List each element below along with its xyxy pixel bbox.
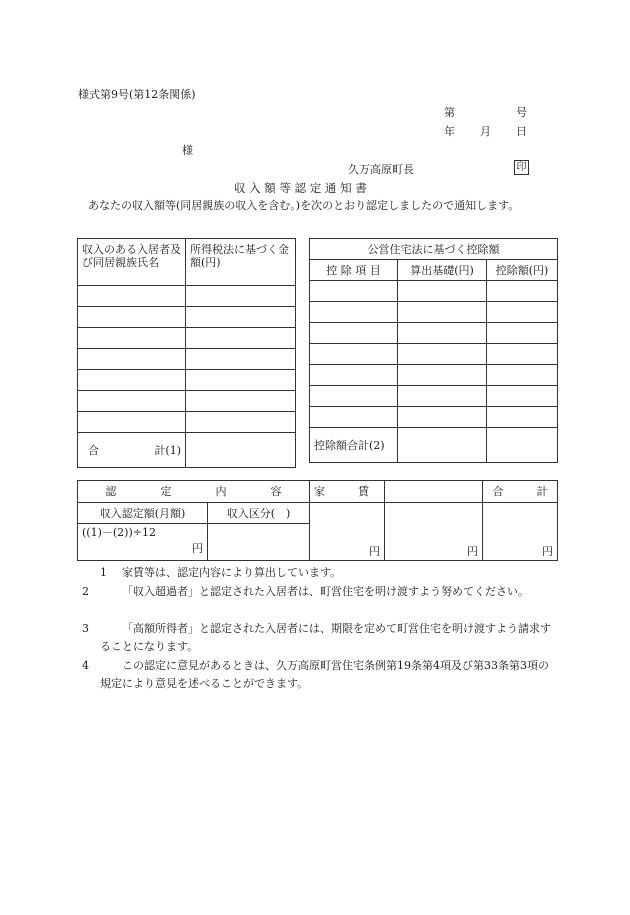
deduction-amount-cell[interactable] [487,407,558,428]
note-1 [82,564,552,582]
date-day: 日 [516,125,527,138]
income-amount-cell[interactable] [186,412,296,433]
deduction-item-header: 控 除 項 目 [310,260,398,281]
deduction-amount-cell[interactable] [487,302,558,323]
table-row [310,407,558,428]
doc-number-prefix: 第 [444,106,455,119]
deduction-amount-cell[interactable] [487,281,558,302]
income-table [77,238,296,468]
deduction-total-cell[interactable] [487,428,558,463]
cert-blank-cell[interactable] [385,503,483,561]
cert-class-header: 収入区分( ) [208,503,310,524]
deduction-title: 公営住宅法に基づく控除額 [310,239,558,260]
note-text: この認定に意見があるときは、久万高原町営住宅条例第19条第4項及び第33条第3項の規定により意見を述べることができます。 [100,659,549,690]
deduction-item-cell[interactable] [310,365,398,386]
table-row [310,365,558,386]
yen-unit: 円 [369,545,380,558]
deduction-amount-header: 控除額(円) [487,260,558,281]
income-amount-cell[interactable] [186,370,296,391]
deduction-amount-cell[interactable] [487,386,558,407]
cert-content-header: 認 定 内 容 [78,481,310,503]
table-row [310,386,558,407]
deduction-item-cell[interactable] [310,281,398,302]
deduction-basis-cell[interactable] [398,407,487,428]
deduction-basis-header: 算出基礎(円) [398,260,487,281]
seal-box [514,160,529,175]
deduction-item-cell[interactable] [310,344,398,365]
income-amount-cell[interactable] [186,328,296,349]
income-total-label-a: 合 [88,443,99,457]
deduction-item-cell[interactable] [310,302,398,323]
income-name-cell[interactable] [78,391,186,412]
cert-blank-header [385,481,483,503]
cert-rent-header: 家 賃 [310,481,385,503]
table-row [78,328,296,349]
deduction-amount-cell[interactable] [487,365,558,386]
document-title: 収 入 額 等 認 定 通 知 書 [234,181,367,195]
deduction-basis-cell[interactable] [398,323,487,344]
cert-class-cell[interactable] [208,524,310,561]
date-month: 月 [480,125,491,138]
income-name-header: 収入のある入居者及び同居親族氏名 [78,239,186,286]
deduction-total-label: 控除額合計(2) [310,428,398,463]
deduction-total-basis-cell [398,428,487,463]
note-number: 4 [82,659,89,672]
form-number: 様式第9号(第12条関係) [78,88,196,101]
note-text: 「高額所得者」と認定された入居者には、期限を定めて町営住宅を明け渡すよう請求することになります。 [100,622,551,653]
table-row [78,286,296,307]
deduction-basis-cell[interactable] [398,302,487,323]
income-name-cell[interactable] [78,307,186,328]
deduction-item-cell[interactable] [310,386,398,407]
table-row [78,412,296,433]
table-row [310,323,558,344]
income-total-label-b: 計(1) [154,443,181,457]
note-4 [82,657,552,693]
note-3 [82,620,552,656]
income-amount-cell[interactable] [186,286,296,307]
table-row [78,307,296,328]
yen-unit: 円 [542,545,553,558]
table-row [78,349,296,370]
date-year: 年 [444,125,455,138]
issuer: 久万高原町長 [348,163,414,176]
deduction-basis-cell[interactable] [398,386,487,407]
table-row [310,302,558,323]
income-name-cell[interactable] [78,286,186,307]
deduction-item-cell[interactable] [310,407,398,428]
deduction-basis-cell[interactable] [398,344,487,365]
doc-number-suffix: 号 [516,106,527,119]
income-name-cell[interactable] [78,349,186,370]
yen-unit: 円 [192,542,203,555]
income-name-cell[interactable] [78,370,186,391]
deduction-basis-cell[interactable] [398,365,487,386]
income-name-cell[interactable] [78,412,186,433]
deduction-amount-cell[interactable] [487,344,558,365]
cert-income-cell[interactable] [78,524,208,561]
table-row [78,370,296,391]
income-total-label [78,433,186,468]
cert-income-header: 収入認定額(月額) [78,503,208,524]
yen-unit: 円 [467,545,478,558]
cert-rent-cell[interactable] [310,503,385,561]
note-text: 家賃等は、認定内容により算出しています。 [122,566,342,579]
cert-formula: ((1)－(2))÷12 [82,526,156,539]
intro-text: あなたの収入額等(同居親族の収入を含む。)を次のとおり認定しましたので通知します。 [88,199,520,212]
deduction-basis-cell[interactable] [398,281,487,302]
addressee-suffix: 様 [182,144,193,157]
seal-mark: 印 [514,160,529,175]
income-amount-header: 所得税法に基づく金額(円) [186,239,296,286]
income-amount-cell[interactable] [186,349,296,370]
table-row [310,281,558,302]
income-total-cell[interactable] [186,433,296,468]
table-row [78,391,296,412]
deduction-amount-cell[interactable] [487,323,558,344]
deduction-item-cell[interactable] [310,323,398,344]
note-text: 「収入超過者」と認定された入居者は、町営住宅を明け渡すよう努めてください。 [122,585,529,598]
income-amount-cell[interactable] [186,307,296,328]
cert-total-cell[interactable] [483,503,558,561]
deduction-table [309,238,558,463]
note-2 [82,583,552,601]
income-name-cell[interactable] [78,328,186,349]
table-row [310,344,558,365]
cert-total-header: 合 計 [483,481,558,503]
note-number: 3 [82,622,89,635]
income-amount-cell[interactable] [186,391,296,412]
certification-table [77,480,558,561]
note-number: 1 [100,566,107,579]
note-number: 2 [82,585,89,598]
